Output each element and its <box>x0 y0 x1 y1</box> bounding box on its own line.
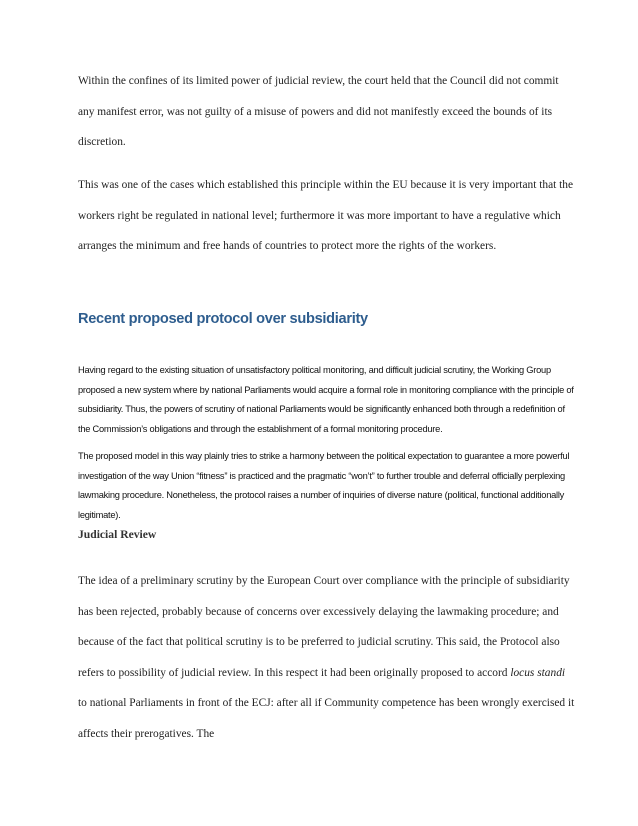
section-heading: Recent proposed protocol over subsidiarity <box>78 311 368 327</box>
paragraph-5-text-start: The idea of a preliminary scrutiny by the European Court over compliance with the principle of subsidiarity has been rejected, probably because of concerns over excessively delaying the lawmaking procedure; and because of the fact that political scrutiny is to be preferred to judicial scrutiny. This said, the Protocol also refers to possibility of judicial review. In this respect it had been originally proposed to accord <box>78 575 570 679</box>
body-paragraph-5 <box>78 566 576 749</box>
paragraph-5-text-end: to national Parliaments in front of the ECJ: after all if Community competence has been wrongly exercised it affects their prerogatives. The <box>78 697 575 740</box>
subsection-heading: Judicial Review <box>78 528 157 541</box>
body-paragraph-2: This was one of the cases which established this principle within the EU because it is very important that the workers right be regulated in national level; furthermore it was more important to have a regulative which arranges the minimum and free hands of countries to protect more the rights of the workers. <box>78 179 574 252</box>
body-paragraph-3: Having regard to the existing situation of unsatisfactory political monitoring, and difficult judicial scrutiny, the Working Group proposed a new system where by national Parliaments would acquire a formal role in monitoring compliance with the principle of subsidiarity. Thus, the powers of scrutiny of national Parliaments would be significantly enhanced both through a redefinition of the Commission’s obligations and through the establishment of a formal monitoring procedure. <box>78 365 574 434</box>
body-paragraph-1: Within the confines of its limited power of judicial review, the court held that the Council did not commit any manifest error, was not guilty of a misuse of powers and did not manifestly exceed the bounds of its discretion. <box>78 75 559 148</box>
body-paragraph-4: The proposed model in this way plainly tries to strike a harmony between the political expectation to guarantee a more powerful investigation of the way Union “fitness” is practiced and the pragmatic “won’t” to further trouble and deferral officially perplexing lawmaking procedure. Nonetheless, the protocol raises a number of inquiries of diverse nature (political, functional additionally legitimate). <box>78 451 570 520</box>
latin-term: locus standi <box>510 666 566 679</box>
